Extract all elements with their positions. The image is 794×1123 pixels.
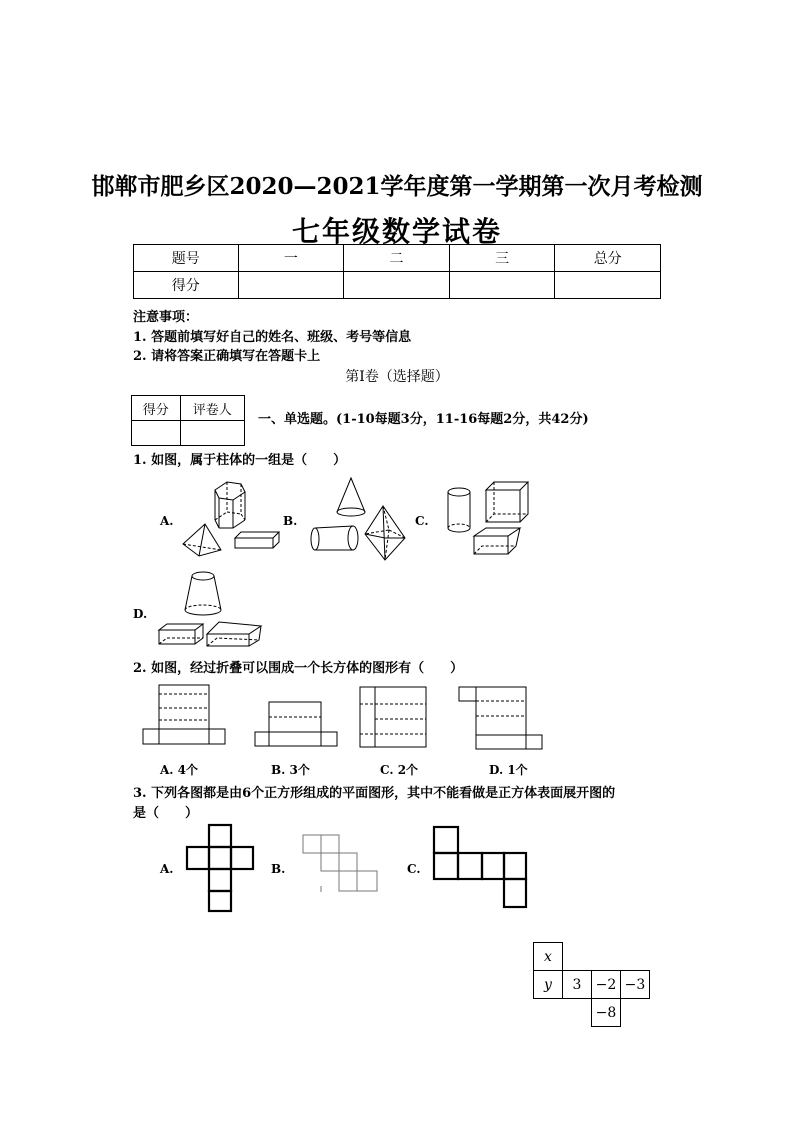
score-header-cell: 二: [344, 245, 450, 272]
grader-name-label: 评卷人: [180, 396, 244, 421]
question-2-stem: 2. 如图，经过折叠可以围成一个长方体的图形有（ ）: [133, 661, 464, 676]
score-blank-cell[interactable]: [555, 272, 661, 299]
question-1-stem: 1. 如图，属于柱体的一组是（ ）: [133, 453, 347, 468]
q2-option-c[interactable]: C. 2个: [380, 763, 419, 777]
q1-a-solids-figure: [175, 476, 285, 560]
q3-option-a[interactable]: A.: [160, 862, 174, 876]
score-blank-cell[interactable]: [238, 272, 344, 299]
q2-d-net-figure: [458, 686, 544, 750]
score-table-header-row: [134, 245, 661, 272]
q1-option-b[interactable]: B.: [283, 514, 298, 528]
score-header-cell: 三: [449, 245, 555, 272]
score-table-score-row: [134, 272, 661, 299]
score-table: [133, 244, 661, 299]
y-label: y: [534, 971, 563, 999]
q1-d-solids-figure: [155, 570, 267, 650]
q1-option-d[interactable]: D.: [133, 607, 148, 621]
q1-b-solids-figure: [305, 476, 415, 566]
score-header-cell: 一: [238, 245, 344, 272]
q3-option-c[interactable]: C.: [407, 862, 421, 876]
q2-option-a[interactable]: A. 4个: [160, 763, 199, 777]
grader-name-blank[interactable]: [180, 421, 244, 446]
notes-item: 2. 请将答案正确填写在答题卡上: [133, 349, 321, 364]
score-blank-cell[interactable]: [344, 272, 450, 299]
score-row-label: 得分: [134, 272, 239, 299]
q1-option-a[interactable]: A.: [160, 514, 174, 528]
q2-option-d[interactable]: D. 1个: [489, 763, 528, 777]
section-title: 第Ⅰ卷（选择题）: [345, 369, 449, 385]
xy-value-table: [533, 942, 650, 1027]
q1-option-c[interactable]: C.: [415, 514, 429, 528]
q3-c-net-figure: [432, 826, 530, 910]
part1-heading: 一、单选题。(1-10每题3分，11-16每题2分，共42分): [258, 412, 589, 427]
score-header-cell: 总分: [555, 245, 661, 272]
q2-b-net-figure: [254, 701, 338, 747]
grader-score-label: 得分: [132, 396, 181, 421]
question-3-stem-line2: 是（ ）: [133, 806, 199, 821]
q2-c-net-figure: [359, 686, 429, 748]
q2-option-b[interactable]: B. 3个: [271, 763, 310, 777]
y-value-cell: −3: [621, 971, 650, 999]
q1-c-solids-figure: [440, 478, 540, 564]
question-3-stem-line1: 3. 下列各图都是由6个正方形组成的平面图形，其中不能看做是正方体表面展开图的: [133, 786, 616, 801]
bottom-value-cell: −8: [592, 999, 621, 1027]
q2-a-net-figure: [142, 684, 226, 746]
q3-b-net-figure: [302, 834, 382, 896]
y-value-cell: 3: [563, 971, 592, 999]
q3-option-b[interactable]: B.: [271, 862, 286, 876]
score-blank-cell[interactable]: [449, 272, 555, 299]
grader-table: [131, 395, 245, 446]
exam-title-line1: 邯郸市肥乡区2020—2021学年度第一学期第一次月考检测: [91, 173, 703, 200]
q3-a-net-figure: [186, 824, 256, 914]
y-value-cell: −2: [592, 971, 621, 999]
grader-score-blank[interactable]: [132, 421, 181, 446]
notes-item: 1. 答题前填写好自己的姓名、班级、考号等信息: [133, 330, 412, 345]
exam-title-line2: 七年级数学试卷: [291, 215, 502, 248]
x-label: x: [534, 943, 563, 971]
notes-heading: 注意事项：: [133, 310, 199, 325]
score-header-cell: 题号: [134, 245, 239, 272]
